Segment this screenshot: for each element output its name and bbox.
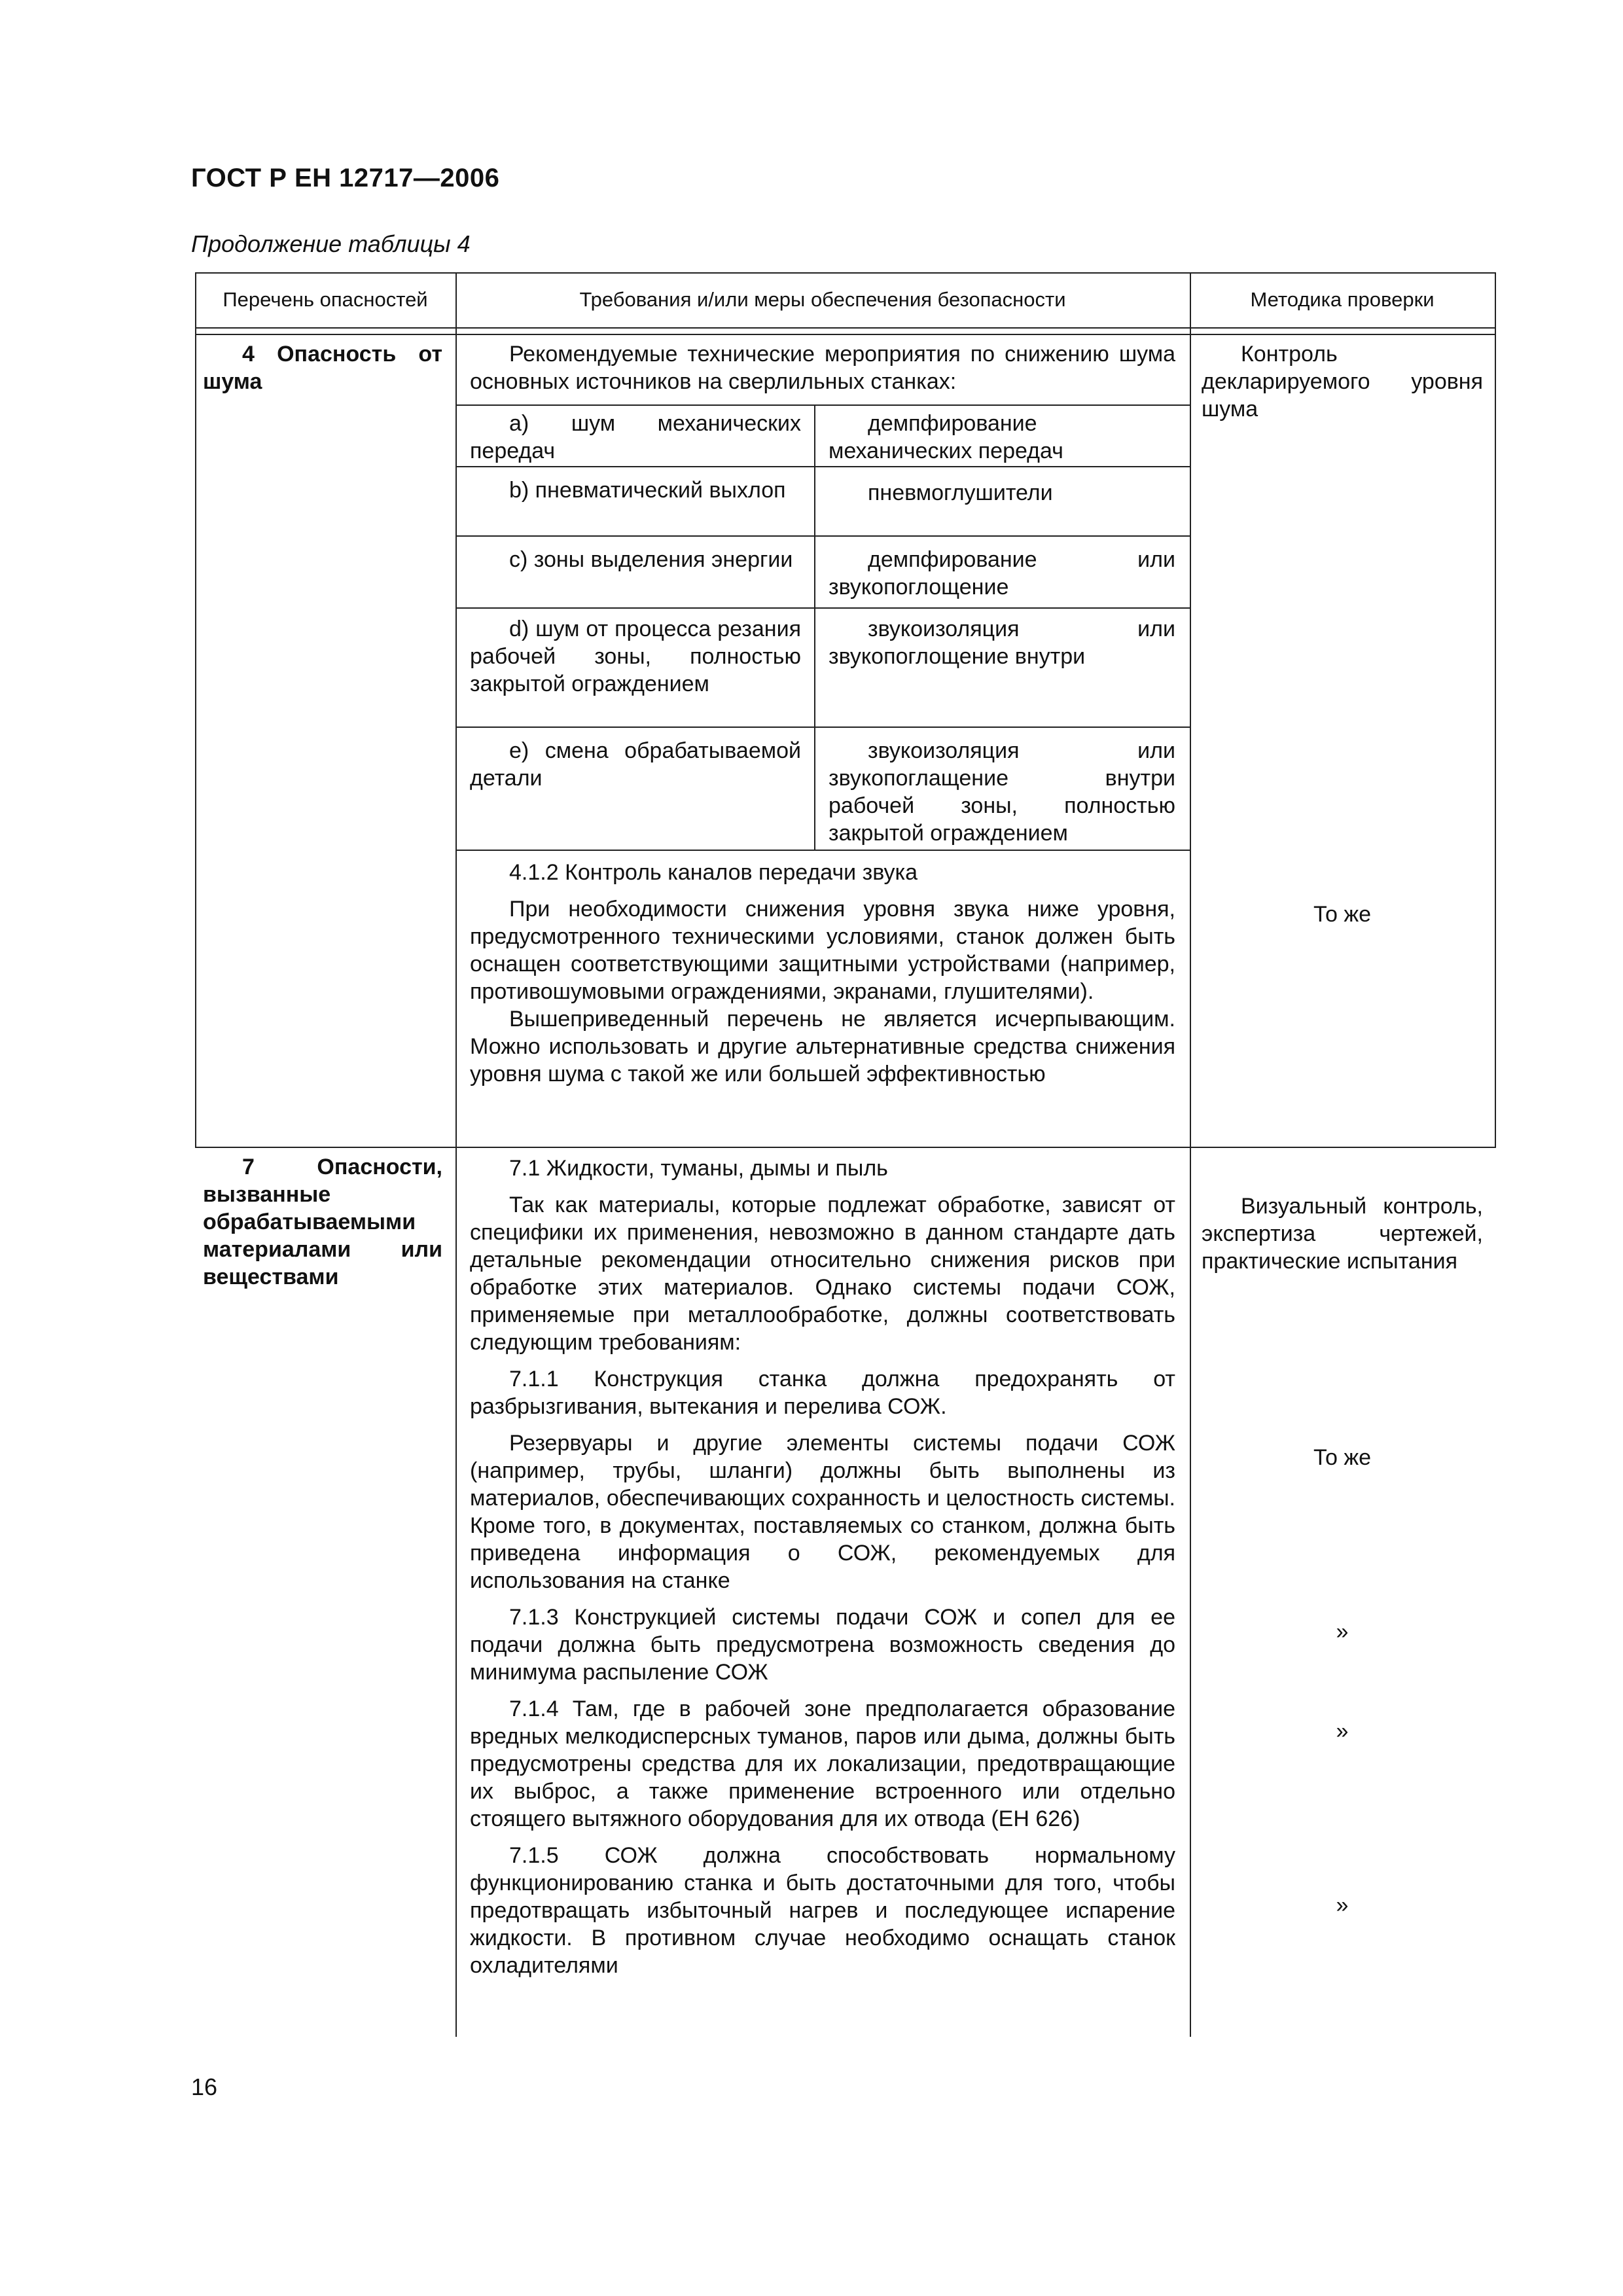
document-title: ГОСТ Р ЕН 12717—2006: [191, 164, 500, 192]
noise-intro: Рекомендуемые технические мероприятия по снижению шума основных источников на сверлильных станках:: [470, 342, 1175, 394]
hazard-materials: 7 Опасности, вызванные обрабатываемыми материалами или веществами: [203, 1155, 442, 1289]
item-412-note: Вышеприведенный перечень не является исчерпывающим. Можно использовать и другие альтернативные средства снижения уровня шума с такой же или большей эффективностью: [470, 1007, 1175, 1086]
item-714-verification: »: [1336, 1719, 1349, 1744]
item-711b-verification: То же: [1313, 1445, 1372, 1470]
noise-measure-a: демпфирование механических передач: [829, 411, 1063, 463]
noise-source-d: d) шум от процесса резания рабочей зоны, полностью закрытой ограждением: [470, 617, 801, 696]
noise-measure-b: пневмоглушители: [868, 480, 1053, 505]
materials-requirements: [470, 1155, 1175, 1988]
noise-source-b: b) пневматический выхлоп: [509, 478, 786, 503]
item-412-verification: То же: [1313, 902, 1372, 927]
item-412-text: При необходимости снижения уровня звука ниже уровня, предусмотренного техническими условиями, станок должен быть оснащен соответствующими защитными устройствами (например, противошумовыми ограждениями, экранами, глушителями).: [470, 897, 1175, 1004]
page-number: 16: [191, 2073, 218, 2100]
item-412-title: 4.1.2 Контроль каналов передачи звука: [509, 860, 918, 885]
noise-verification: Контроль декларируемого уровня шума: [1202, 342, 1483, 422]
item-713: 7.1.3 Конструкцией системы подачи СОЖ и сопел для ее подачи должна быть предусмотрена возможность сведения до минимума распыление СОЖ: [470, 1605, 1175, 1685]
item-715-verification: »: [1336, 1893, 1349, 1918]
item-711b: Резервуары и другие элементы системы подачи СОЖ (например, трубы, шланги) должны быть выполнены из материалов, обеспечивающих сохранность и целостность системы. Кроме того, в документах, поставляемых со станком, должна быть приведена информация о СОЖ, рекомендуемых для использования на станке: [470, 1431, 1175, 1593]
noise-source-c: c) зоны выделения энергии: [509, 547, 793, 572]
item-71-verification: Визуальный контроль, экспертиза чертежей, практические испытания: [1202, 1194, 1483, 1274]
noise-source-e: e) смена обрабатываемой детали: [470, 738, 801, 791]
noise-measure-e: звукоизоляция или звукопоглащение внутри рабочей зоны, полностью закрытой ограждением: [829, 738, 1175, 846]
noise-section-412: [470, 859, 1175, 1088]
item-713-verification: »: [1336, 1619, 1349, 1644]
item-715: 7.1.5 СОЖ должна способствовать нормальному функционированию станка и быть достаточными для того, чтобы предотвращать избыточный нагрев и последующее испарение жидкости. В противном случае необходимо оснащать станок охладителями: [470, 1843, 1175, 1978]
table-caption: Продолжение таблицы 4: [191, 230, 471, 257]
header-hazards: Перечень опасностей: [223, 288, 428, 311]
item-71-title: 7.1 Жидкости, туманы, дымы и пыль: [509, 1156, 888, 1181]
item-711: 7.1.1 Конструкция станка должна предохранять от разбрызгивания, вытекания и перелива СОЖ.: [470, 1367, 1175, 1419]
noise-measure-c: демпфирование или звукопоглощение: [829, 547, 1175, 600]
item-714: 7.1.4 Там, где в рабочей зоне предполагается образование вредных мелкодисперсных туманов, паров или дыма, должны быть предусмотрены средства для их локализации, предотвращающие их выброс, а также применение встроенного или отдельно стоящего вытяжного оборудования для их отвода (ЕН 626): [470, 1696, 1175, 1831]
noise-measure-d: звукоизоляция или звукопоглощение внутри: [829, 617, 1175, 669]
noise-source-a: a) шум механических передач: [470, 411, 801, 463]
hazard-noise: 4 Опасность от шума: [203, 342, 442, 394]
item-71-text: Так как материалы, которые подлежат обработке, зависят от специфики их применения, невозможно в данном стандарте дать детальные рекомендации относительно снижения рисков при обработке этих материалов. Однако системы подачи СОЖ, применяемые при металлообработке, должны соответствовать следующим требованиям:: [470, 1193, 1175, 1355]
header-verification: Методика проверки: [1250, 288, 1435, 311]
header-requirements: Требования и/или меры обеспечения безопасности: [579, 288, 1066, 311]
